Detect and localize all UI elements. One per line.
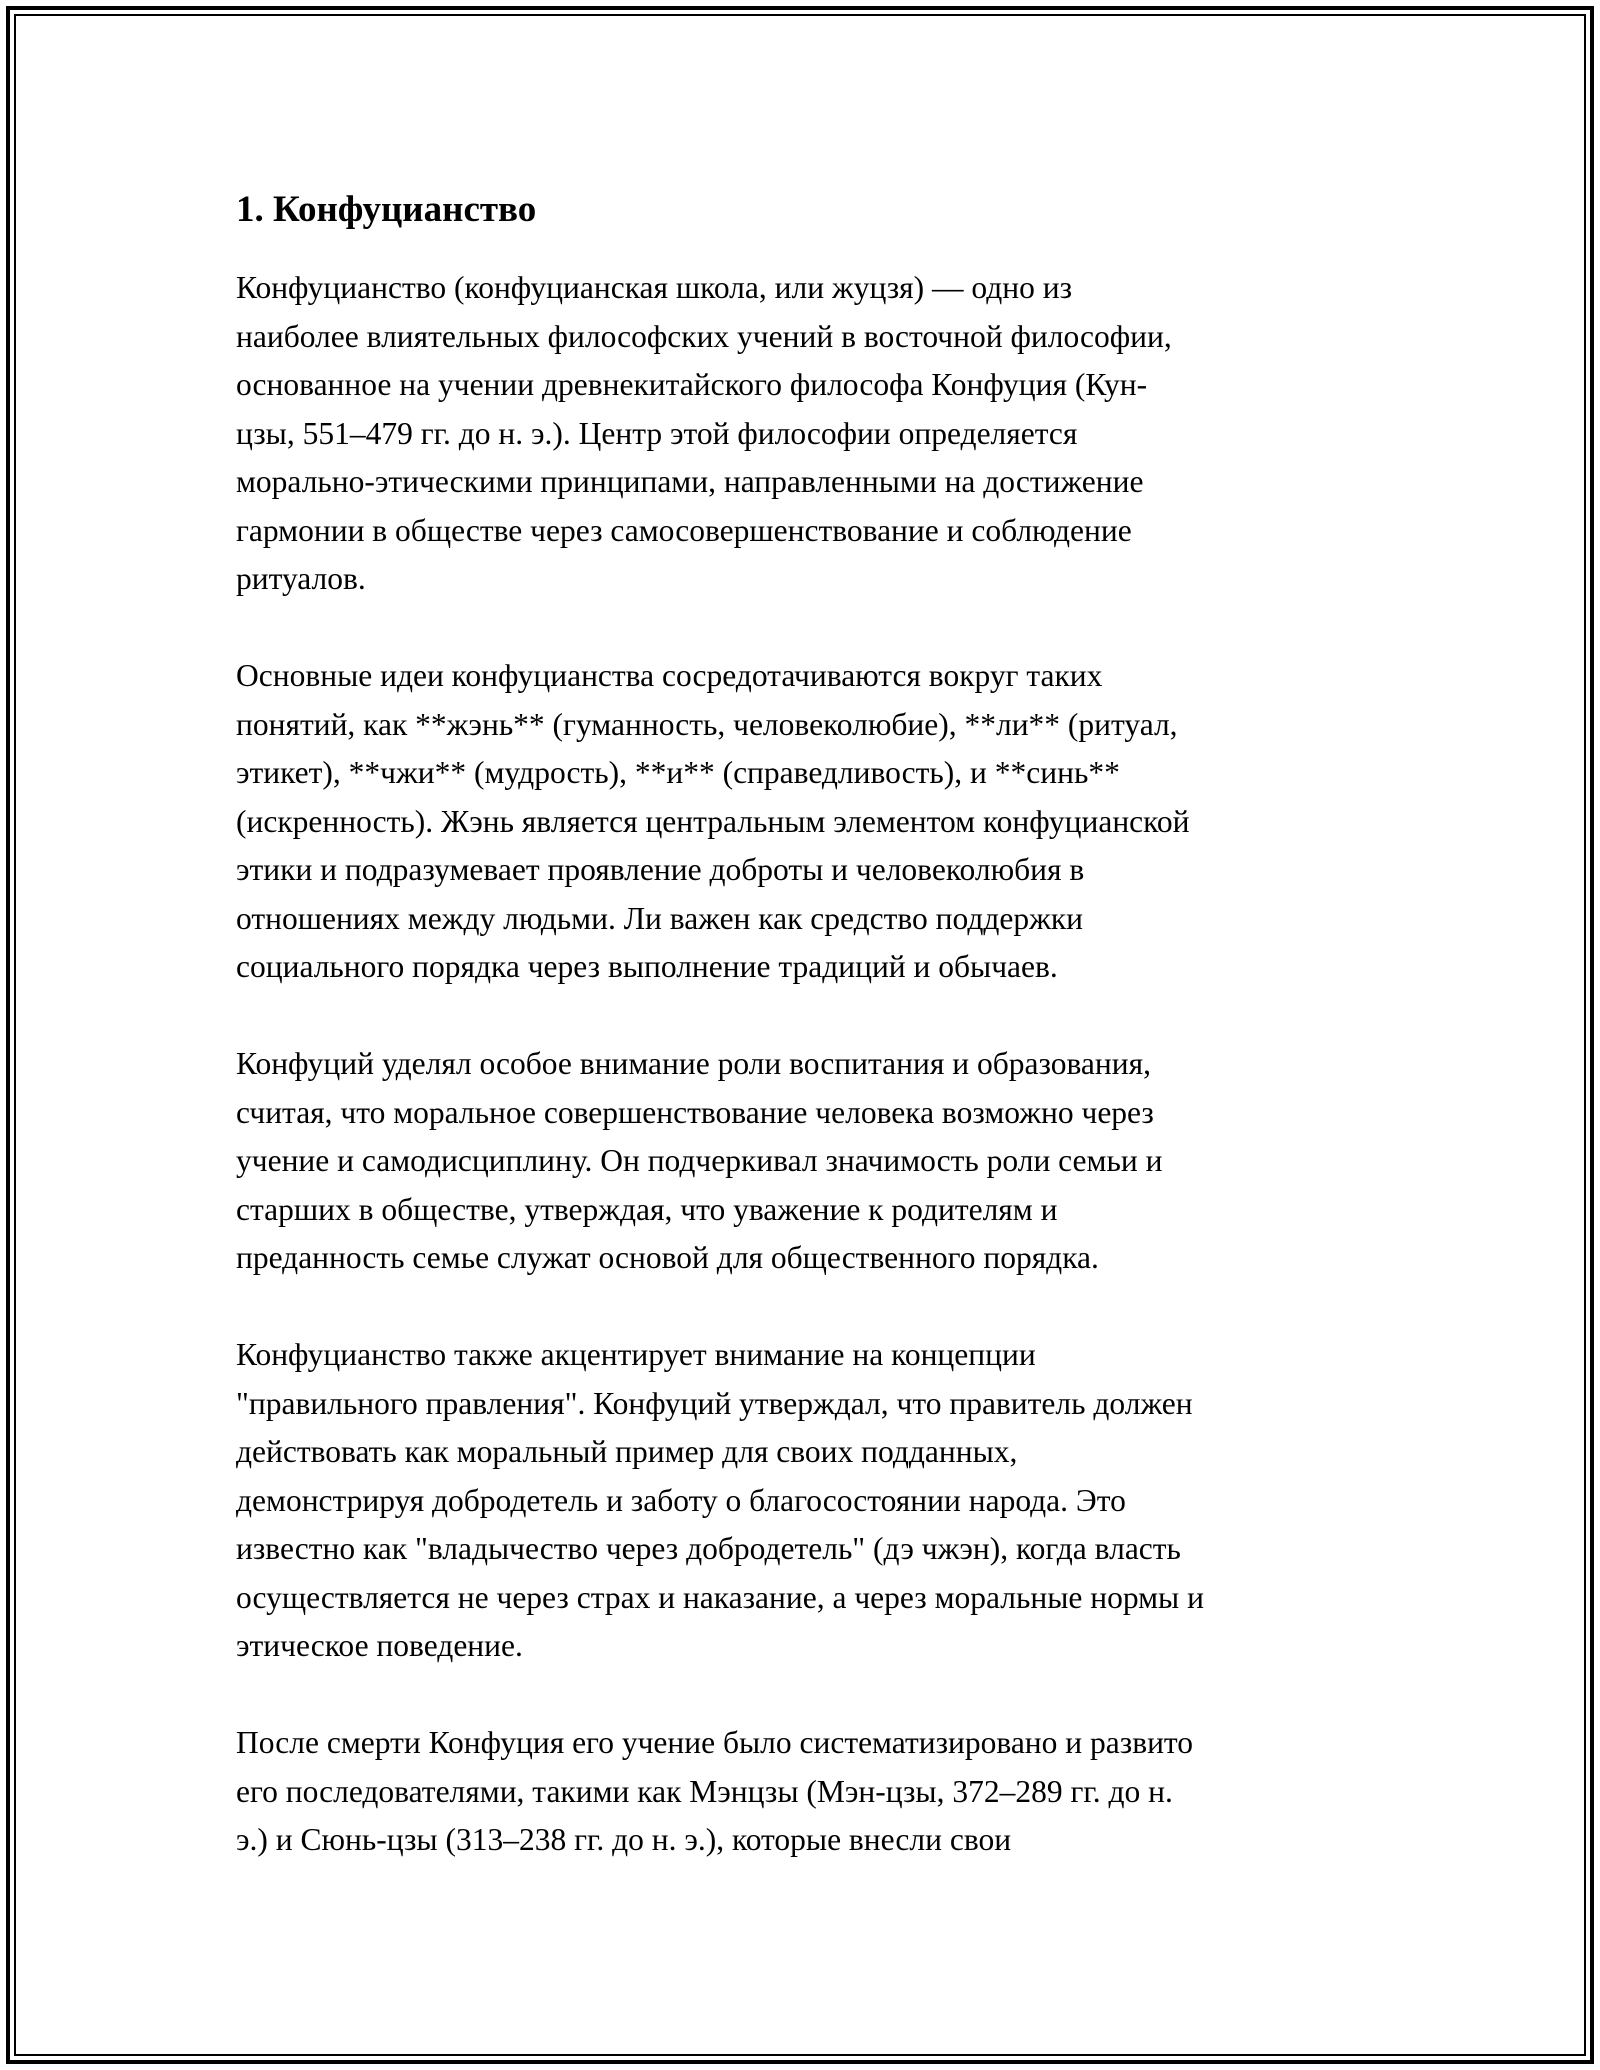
text-line: учение и самодисциплину. Он подчеркивал значимость роли семьи и [236, 1143, 1163, 1178]
paragraph-5 [236, 1719, 1386, 1865]
text-line: основанное на учении древнекитайского философа Конфуция (Кун- [236, 367, 1148, 402]
text-line: э.) и Сюнь-цзы (313–238 гг. до н. э.), которые внесли свои [236, 1822, 1012, 1857]
text-line: этики и подразумевает проявление доброты и человеколюбия в [236, 852, 1085, 887]
text-line: Конфуций уделял особое внимание роли воспитания и образования, [236, 1046, 1151, 1081]
text-line: (искренность). Жэнь является центральным элементом конфуцианской [236, 803, 1190, 839]
paragraph-3 [236, 1040, 1386, 1283]
text-line: демонстрируя добродетель и заботу о благосостоянии народа. Это [236, 1482, 1126, 1518]
text-line: социального порядка через выполнение традиций и обычаев. [236, 949, 1058, 984]
text-line: гармонии в обществе через самосовершенствование и соблюдение [236, 512, 1132, 548]
text-line: считая, что моральное совершенствование человека возможно через [236, 1094, 1154, 1130]
text-line: действовать как моральный пример для своих подданных, [236, 1434, 1018, 1469]
document-body [236, 186, 1386, 1913]
text-line: его последователями, такими как Мэнцзы (Мэн-цзы, 372–289 гг. до н. [236, 1773, 1173, 1809]
text-line: наиболее влиятельных философских учений в восточной философии, [236, 318, 1172, 354]
paragraph-2 [236, 652, 1386, 992]
text-line: осуществляется не через страх и наказание, а через моральные нормы и [236, 1579, 1204, 1615]
text-line: понятий, как **жэнь** (гуманность, человеколюбие), **ли** (ритуал, [236, 706, 1178, 742]
text-line: Основные идеи конфуцианства сосредотачиваются вокруг таких [236, 658, 1103, 693]
text-line: этикет), **чжи** (мудрость), **и** (справедливость), и **синь** [236, 755, 1120, 790]
text-line: морально-этическими принципами, направленными на достижение [236, 464, 1144, 499]
text-line: ритуалов. [236, 561, 366, 596]
text-line: цзы, 551–479 гг. до н. э.). Центр этой философии определяется [236, 415, 1078, 451]
text-line: отношениях между людьми. Ли важен как средство поддержки [236, 900, 1084, 936]
text-line: Конфуцианство (конфуцианская школа, или жуцзя) — одно из [236, 270, 1073, 305]
text-line: старших в обществе, утверждая, что уважение к родителям и [236, 1191, 1058, 1227]
paragraph-1 [236, 264, 1386, 604]
text-line: Конфуцианство также акцентирует внимание на концепции [236, 1337, 1036, 1372]
text-line: преданность семье служат основой для общественного порядка. [236, 1240, 1099, 1275]
text-line: известно как "владычество через добродетель" (дэ чжэн), когда власть [236, 1531, 1181, 1566]
text-line: этическое поведение. [236, 1628, 523, 1663]
paragraph-4 [236, 1331, 1386, 1671]
section-heading: 1. Конфуцианство [236, 189, 537, 230]
text-line: "правильного правления". Конфуций утверждал, что правитель должен [236, 1385, 1193, 1421]
text-line: После смерти Конфуция его учение было систематизировано и развито [236, 1725, 1194, 1760]
